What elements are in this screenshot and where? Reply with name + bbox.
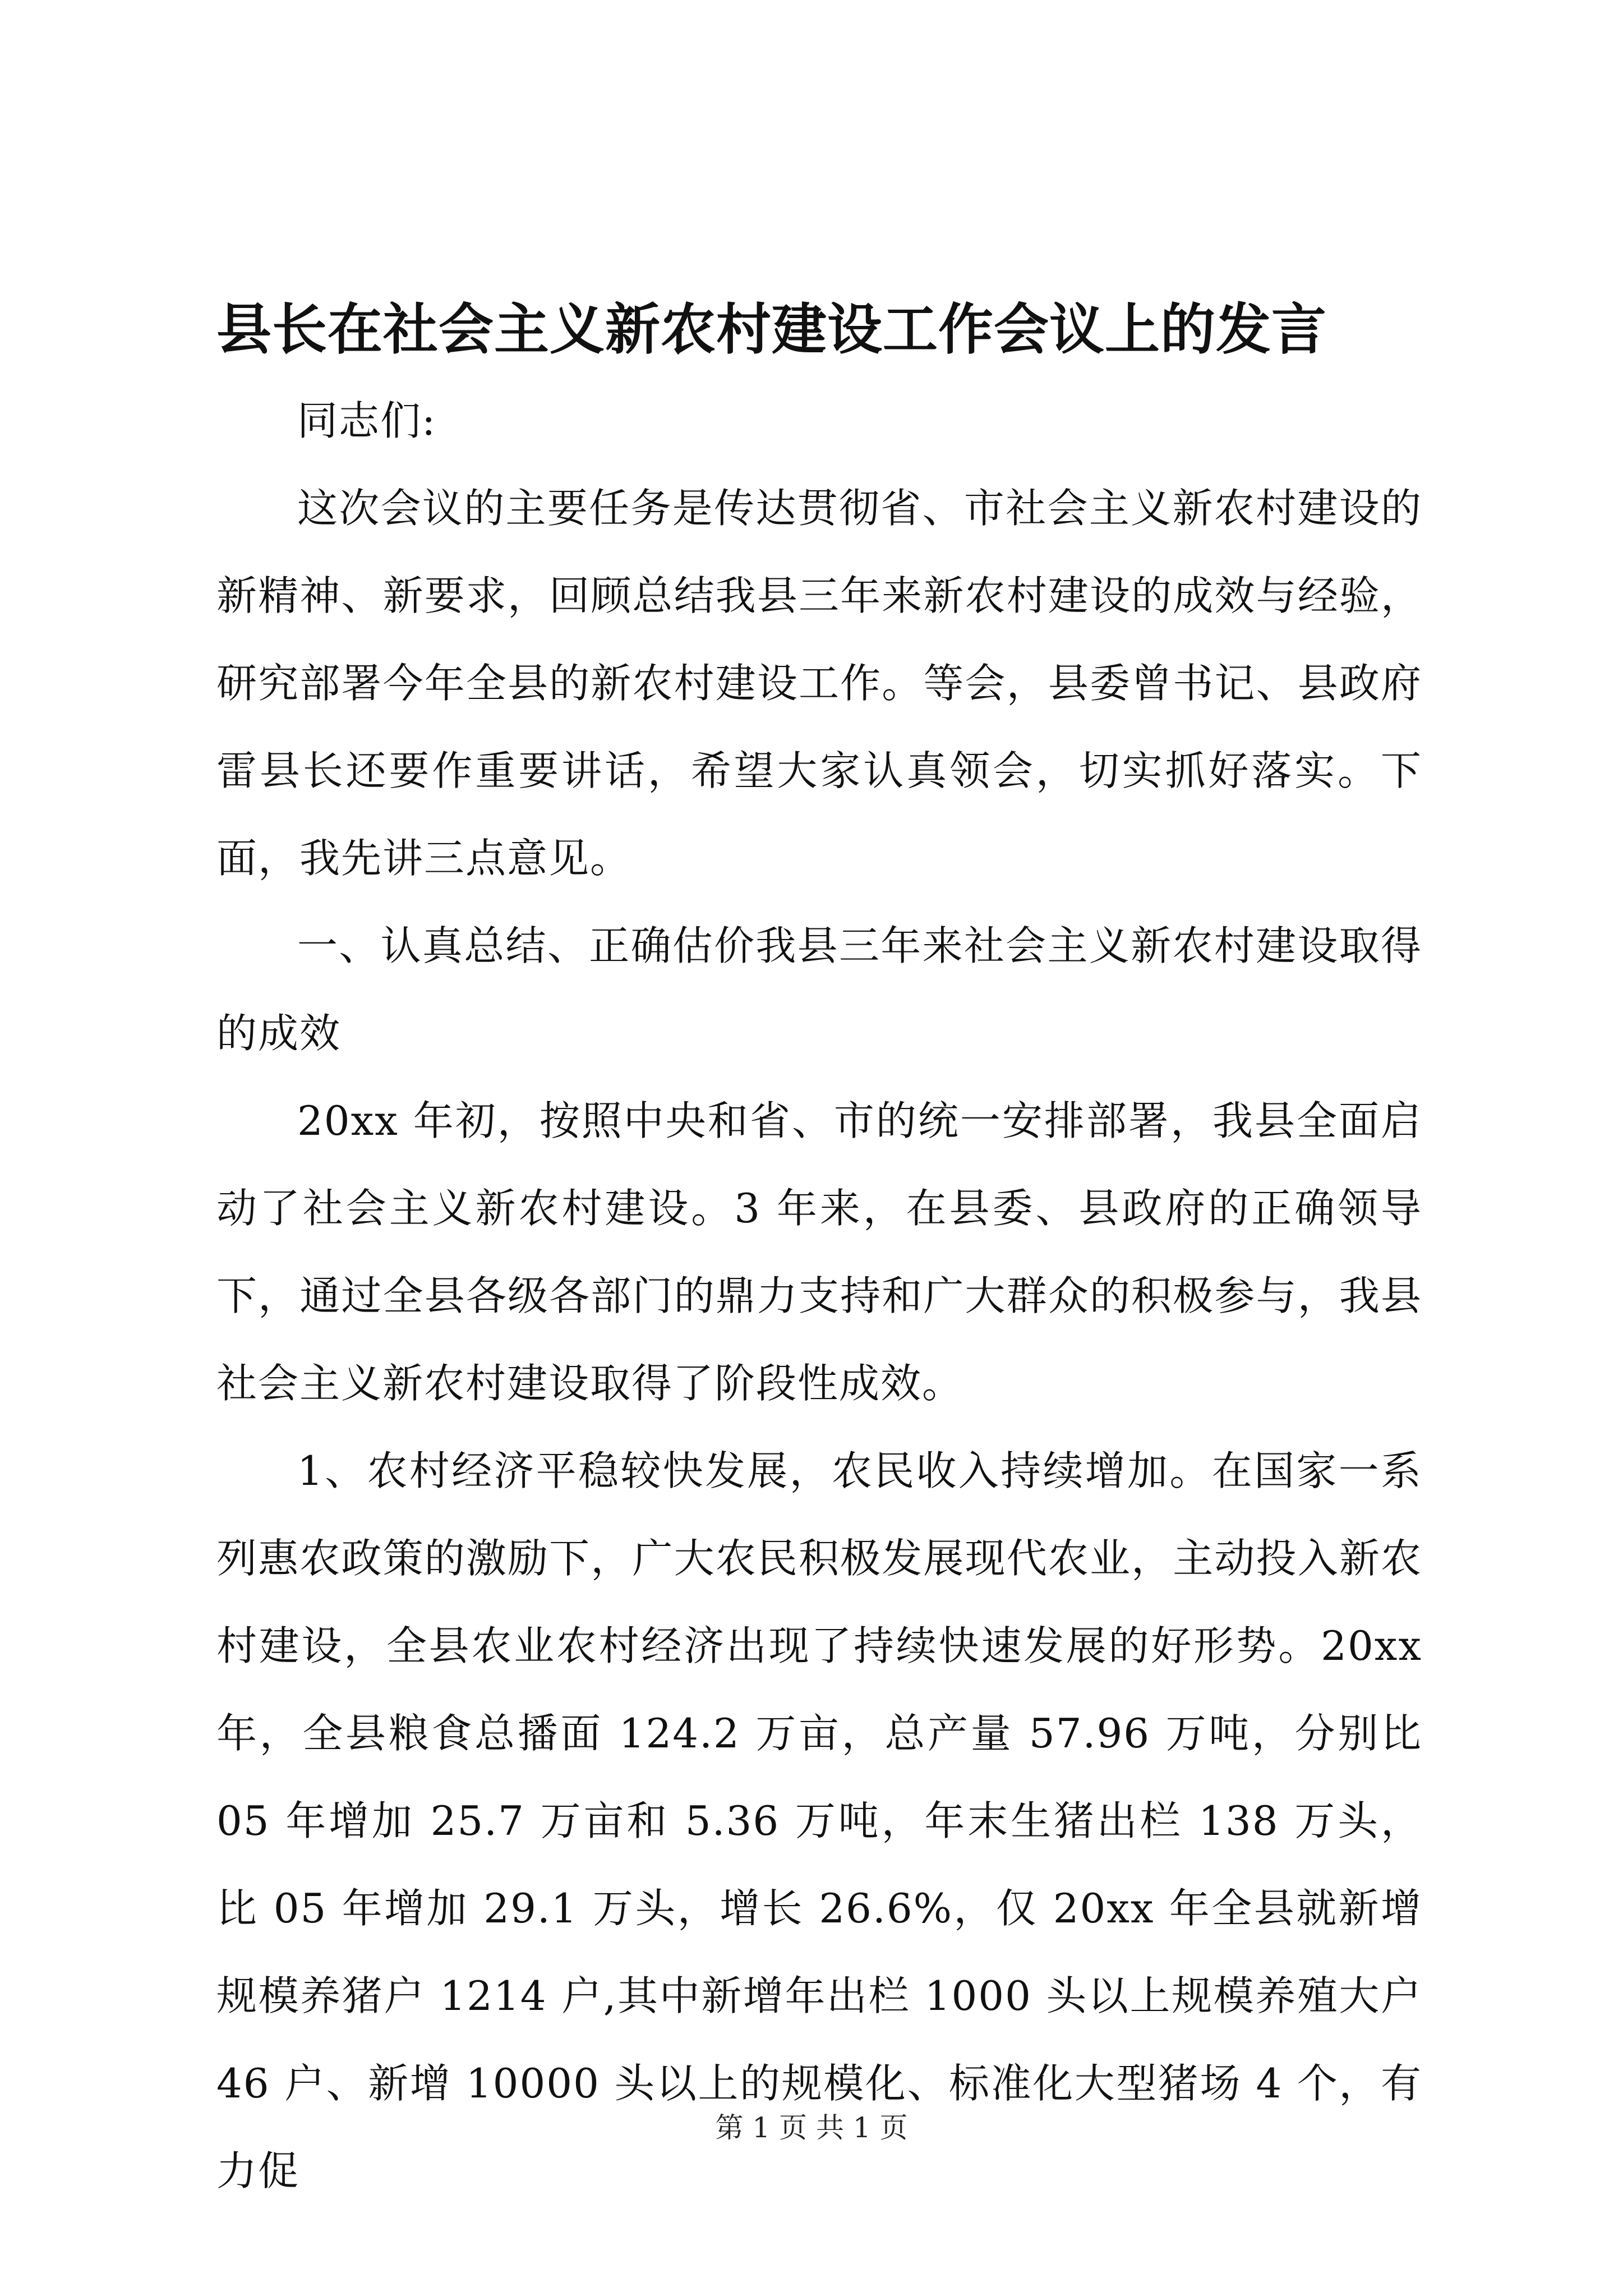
achievement-paragraph: 20xx 年初，按照中央和省、市的统一安排部署，我县全面启动了社会主义新农村建设。3 年来，在县委、县政府的正确领导下，通过全县各级各部门的鼎力支持和广大群众的积极参与，我县社会主义新农村建设取得了阶段性成效。 — [216, 1097, 1422, 1407]
document-body — [216, 377, 1422, 2215]
page-footer — [0, 2108, 1623, 2147]
economy-paragraph: 1、农村经济平稳较快发展，农民收入持续增加。在国家一系列惠农政策的激励下，广大农民积极发展现代农业，主动投入新农村建设，全县农业农村经济出现了持续快速发展的好形势。20xx 年，全县粮食总播面 124.2 万亩，总产量 57.96 万吨，分别比 05 年增加 25.7 万亩和 5.36 万吨，年末生猪出栏 138 万头，比 05 年增加 29.1 万头，增长 26.6%，仅 20xx 年全县就新增规模养猪户 1214 户,其中新增年出栏 1000 头以上规模养殖大户 46 户、新增 10000 头以上的规模化、标准化大型猪场 4 个，有力促 — [216, 1447, 1422, 2194]
section-heading-1: 一、认真总结、正确估价我县三年来社会主义新农村建设取得的成效 — [216, 922, 1422, 1057]
salutation-paragraph: 同志们: — [297, 397, 437, 444]
page-number: 第 1 页 共 1 页 — [715, 2111, 908, 2144]
document-title: 县长在社会主义新农村建设工作会议上的发言 — [216, 297, 1327, 362]
intro-paragraph: 这次会议的主要任务是传达贯彻省、市社会主义新农村建设的新精神、新要求，回顾总结我县三年来新农村建设的成效与经验，研究部署今年全县的新农村建设工作。等会，县委曾书记、县政府雷县长还要作重要讲话，希望大家认真领会，切实抓好落实。下面，我先讲三点意见。 — [216, 485, 1422, 882]
